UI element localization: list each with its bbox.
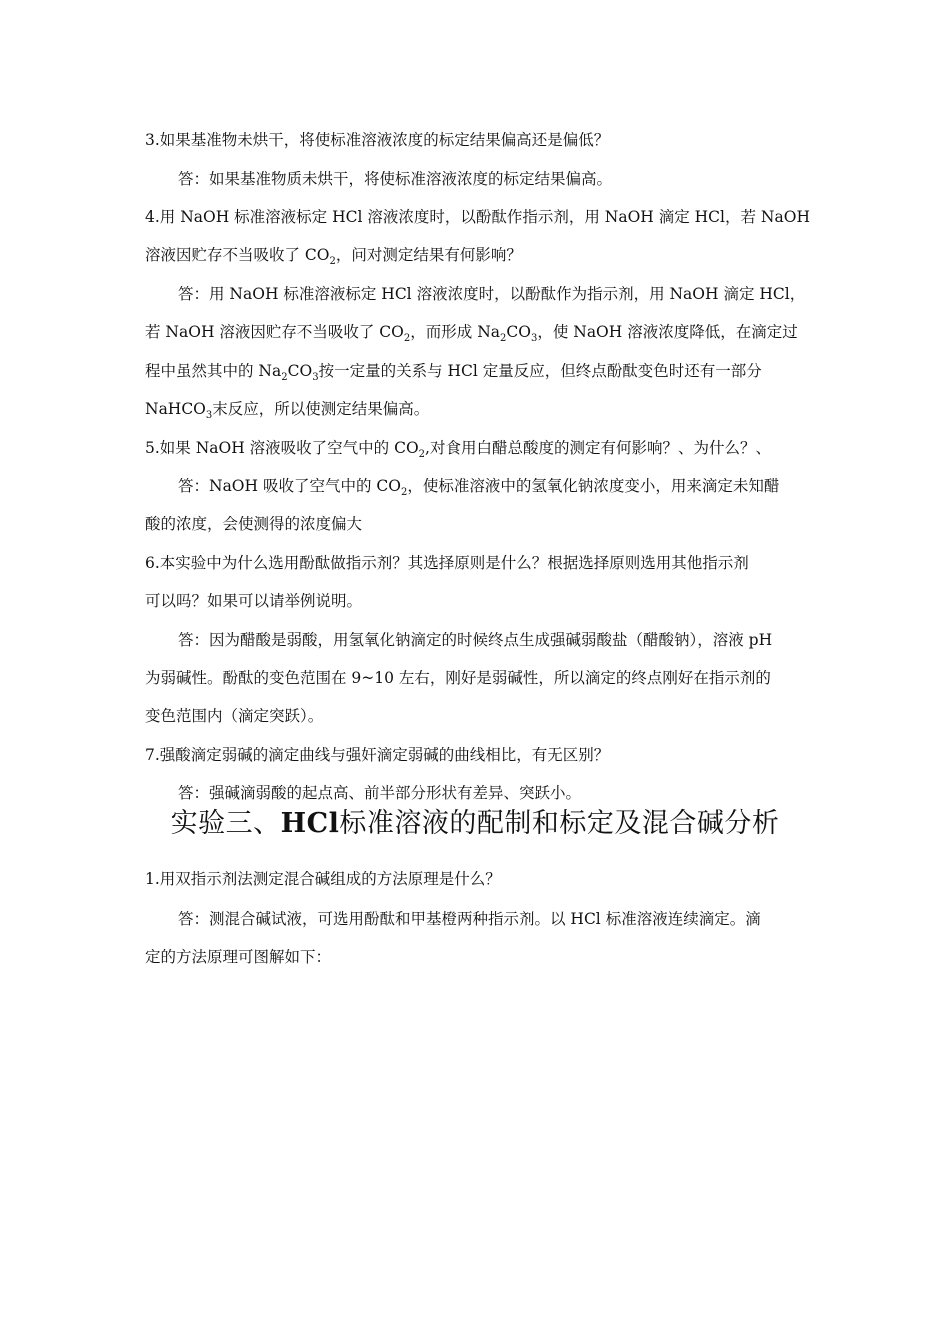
- answer-3: 答：如果基准物质未烘干，将使标准溶液浓度的标定结果偏高。: [178, 170, 613, 188]
- question-6-line-1: 6.本实验中为什么选用酚酞做指示剂？其选择原则是什么？根据选择原则选用其他指示剂: [145, 554, 749, 572]
- question-4-line-1: 4.用 NaOH 标准溶液标定 HCl 溶液浓度时，以酚酞作指示剂，用 NaOH 滴定 HCl，若 NaOH: [145, 208, 810, 226]
- answer-5-line-1: 答：NaOH 吸收了空气中的 $CO_2$，使标准溶液中的氢氧化钠浓度变小，用来滴定未知醋: [178, 477, 780, 498]
- section-question-1: 1.用双指示剂法测定混合碱组成的方法原理是什么？: [145, 870, 501, 888]
- question-3: 3.如果基准物未烘干，将使标准溶液浓度的标定结果偏高还是偏低？: [145, 131, 610, 149]
- question-4-line-2: 溶液因贮存不当吸收了 $CO_2$，问对测定结果有何影响？: [145, 246, 522, 267]
- answer-4-line-2: 若 NaOH 溶液因贮存不当吸收了 $CO_2$，而形成 $Na_2CO_3$，使 NaOH 溶液浓度降低，在滴定过: [145, 323, 798, 344]
- answer-6-line-3: 变色范围内（滴定突跃）。: [145, 707, 324, 725]
- answer-4-line-1: 答：用 NaOH 标准溶液标定 HCl 溶液浓度时，以酚酞作为指示剂，用 NaOH 滴定 HCl，: [178, 285, 806, 303]
- question-7: 7.强酸滴定弱碱的滴定曲线与强奸滴定弱碱的曲线相比，有无区别？: [145, 746, 610, 764]
- section-answer-1-line-2: 定的方法原理可图解如下：: [145, 948, 332, 966]
- answer-6-line-2: 为弱碱性。酚酞的变色范围在 9~10 左右，刚好是弱碱性，所以滴定的终点刚好在指示剂的: [145, 669, 771, 687]
- answer-4-line-4: NaHCO$_3$末反应，所以使测定结果偏高。: [145, 400, 430, 421]
- answer-6-line-1: 答：因为醋酸是弱酸，用氢氧化钠滴定的时候终点生成强碱弱酸盐（醋酸钠），溶液 pH: [178, 631, 773, 649]
- question-6-line-2: 可以吗？如果可以请举例说明。: [145, 592, 363, 610]
- answer-5-line-2: 酸的浓度，会使测得的浓度偏大: [145, 515, 363, 533]
- question-5: 5.如果 NaOH 溶液吸收了空气中的 $CO_2$,对食用白醋总酸度的测定有何影响？、为什么？、: [145, 439, 771, 460]
- section-answer-1-line-1: 答：测混合碱试液，可选用酚酞和甲基橙两种指示剂。以 HCl 标准溶液连续滴定。滴: [178, 910, 761, 928]
- answer-7: 答：强碱滴弱酸的起点高、前半部分形状有差异、突跃小。: [178, 784, 582, 802]
- answer-4-line-3: 程中虽然其中的 $Na_2CO_3$按一定量的关系与 HCl 定量反应，但终点酚酞变色时还有一部分: [145, 362, 762, 383]
- section-heading: 实验三、HCl标准溶液的配制和标定及混合碱分析: [170, 808, 780, 839]
